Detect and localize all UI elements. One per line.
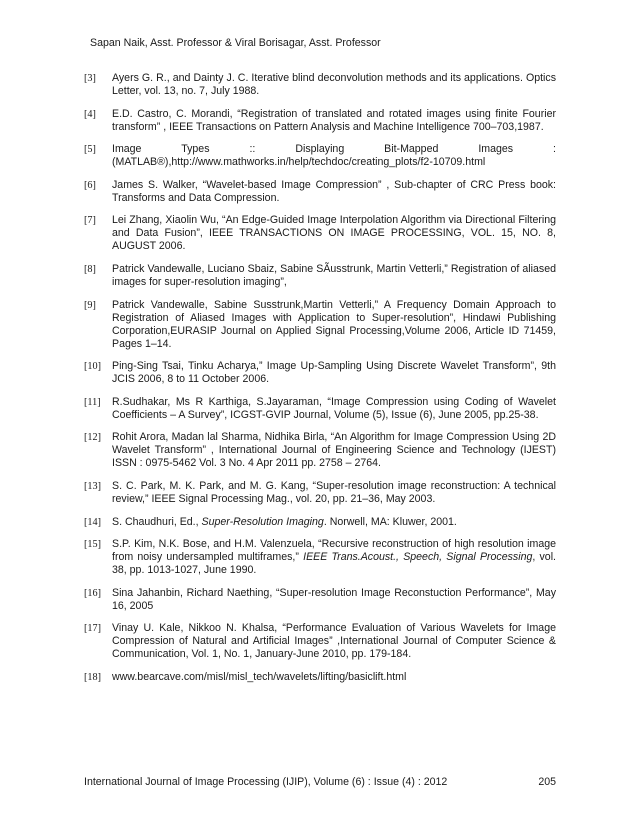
reference-number: [5] (84, 144, 96, 156)
reference-text: James S. Walker, “Wavelet-based Image Compression” , Sub-chapter of CRC Press book: Transforms and Data Compression. (112, 178, 556, 204)
reference-text: S. C. Park, M. K. Park, and M. G. Kang, “Super-resolution image reconstruction: A technical review,” IEEE Signal Processing Mag., vol. 20, pp. 21–36, May 2003. (112, 479, 556, 505)
running-head: Sapan Naik, Asst. Professor & Viral Borisagar, Asst. Professor (90, 37, 381, 49)
reference-text: Ayers G. R., and Dainty J. C. Iterative blind deconvolution methods and its applications. Optics Letter, vol. 13, no. 7, July 1988. (112, 72, 556, 97)
reference-number: [4] (84, 108, 96, 120)
reference-text: R.Sudhakar, Ms R Karthiga, S.Jayaraman, “Image Compression using Coding of Wavelet Coefficients – A Survey”, ICGST-GVIP Journal, Volume (5), Issue (6), June 2005, pp.25-38. (112, 395, 556, 421)
reference-text-part: . Norwell, MA: Kluwer, 2001. (323, 515, 457, 528)
reference-number: [13] (84, 480, 101, 492)
reference-text-part: S. Chaudhuri, Ed., (112, 515, 202, 528)
reference-text: Patrick Vandewalle, Sabine Susstrunk,Martin Vetterli,” A Frequency Domain Approach to Registration of Aliased Images with Application to Super-resolution”, Hindawi Publishing Corporation,EURASIP Journal on Applied Signal Processing,Volume 2006, Article ID 71459, Pages 1–14. (112, 298, 556, 350)
reference-item (84, 214, 556, 253)
reference-text: Patrick Vandewalle, Luciano Sbaiz, Sabine SÃusstrunk, Martin Vetterli,” Registration of aliased images for super-resolution imaging”, (112, 262, 556, 288)
reference-item (84, 143, 556, 169)
reference-item (84, 516, 556, 529)
reference-item (84, 299, 556, 351)
reference-title-italic: IEEE Trans.Acoust., Speech, Signal Processing (303, 551, 533, 564)
reference-number: [14] (84, 516, 101, 528)
reference-number: [16] (84, 587, 101, 599)
page-footer (84, 776, 556, 788)
reference-text: Ping-Sing Tsai, Tinku Acharya,” Image Up-Sampling Using Discrete Wavelet Transform”, 9th JCIS 2006, 8 to 11 October 2006. (112, 360, 556, 386)
reference-number: [12] (84, 432, 101, 444)
reference-number: [7] (84, 215, 96, 227)
reference-item (84, 671, 556, 684)
reference-item (84, 179, 556, 205)
reference-item (84, 396, 556, 422)
reference-text (112, 538, 556, 577)
reference-number: [6] (84, 179, 96, 191)
reference-item (84, 622, 556, 661)
reference-text: www.bearcave.com/misl/misl_tech/wavelets/lifting/basiclift.html (112, 670, 407, 683)
reference-text: E.D. Castro, C. Morandi, “Registration of translated and rotated images using finite Fourier transform” , IEEE Transactions on Pattern Analysis and Machine Intelligence 700–703,1987. (112, 107, 556, 133)
reference-item (84, 72, 556, 98)
reference-text: Lei Zhang, Xiaolin Wu, “An Edge-Guided Image Interpolation Algorithm via Directional Filtering and Data Fusion”, IEEE TRANSACTIONS ON IMAGE PROCESSING, VOL. 15, NO. 8, AUGUST 2006. (112, 214, 556, 253)
reference-item (84, 263, 556, 289)
reference-item (84, 108, 556, 134)
reference-text: Rohit Arora, Madan lal Sharma, Nidhika Birla, “An Algorithm for Image Compression Using 2D Wavelet Transform” , International Journal of Engineering Science and Technology (IJEST) ISSN : 0975-5462 Vol. 3 No. 4 Apr 2011 pp. 2758 – 2764. (112, 431, 556, 470)
reference-item (84, 538, 556, 577)
reference-title-italic: Super-Resolution Imaging (201, 515, 324, 528)
reference-number: [10] (84, 361, 101, 373)
reference-number: [15] (84, 539, 101, 551)
reference-number: [3] (84, 73, 96, 84)
reference-number: [11] (84, 396, 101, 408)
reference-text (112, 516, 556, 529)
reference-list (84, 72, 556, 694)
reference-text-part: , vol. 38, pp. 1013-1027, June 1990. (112, 551, 557, 577)
reference-text: Image Types :: Displaying Bit-Mapped Images : (MATLAB®),http://www.mathworks.in/help/techdoc/creating_plots/f2-10709.html (112, 143, 556, 169)
reference-number: [8] (84, 263, 96, 275)
reference-item (84, 360, 556, 386)
reference-item (84, 480, 556, 506)
reference-text-part: S.P. Kim, N.K. Bose, and H.M. Valenzuela, “Recursive reconstruction of high resolution image from noisy undersampled multiframes,” (112, 538, 556, 564)
reference-number: [18] (84, 671, 101, 683)
reference-item (84, 431, 556, 470)
journal-footer: International Journal of Image Processing (IJIP), Volume (6) : Issue (4) : 2012 (84, 776, 448, 788)
reference-number: [17] (84, 623, 101, 635)
reference-number: [9] (84, 299, 96, 311)
page-number: 205 (538, 776, 556, 788)
reference-text: Vinay U. Kale, Nikkoo N. Khalsa, “Performance Evaluation of Various Wavelets for Image Compression of Natural and Artificial Images” ,International Journal of Computer Science & Communication, Vol. 1, No. 1, January-June 2010, pp. 179-184. (112, 622, 556, 661)
reference-item (84, 587, 556, 613)
reference-text: Sina Jahanbin, Richard Naething, “Super-resolution Image Reconstuction Performance”, May 16, 2005 (112, 586, 556, 612)
